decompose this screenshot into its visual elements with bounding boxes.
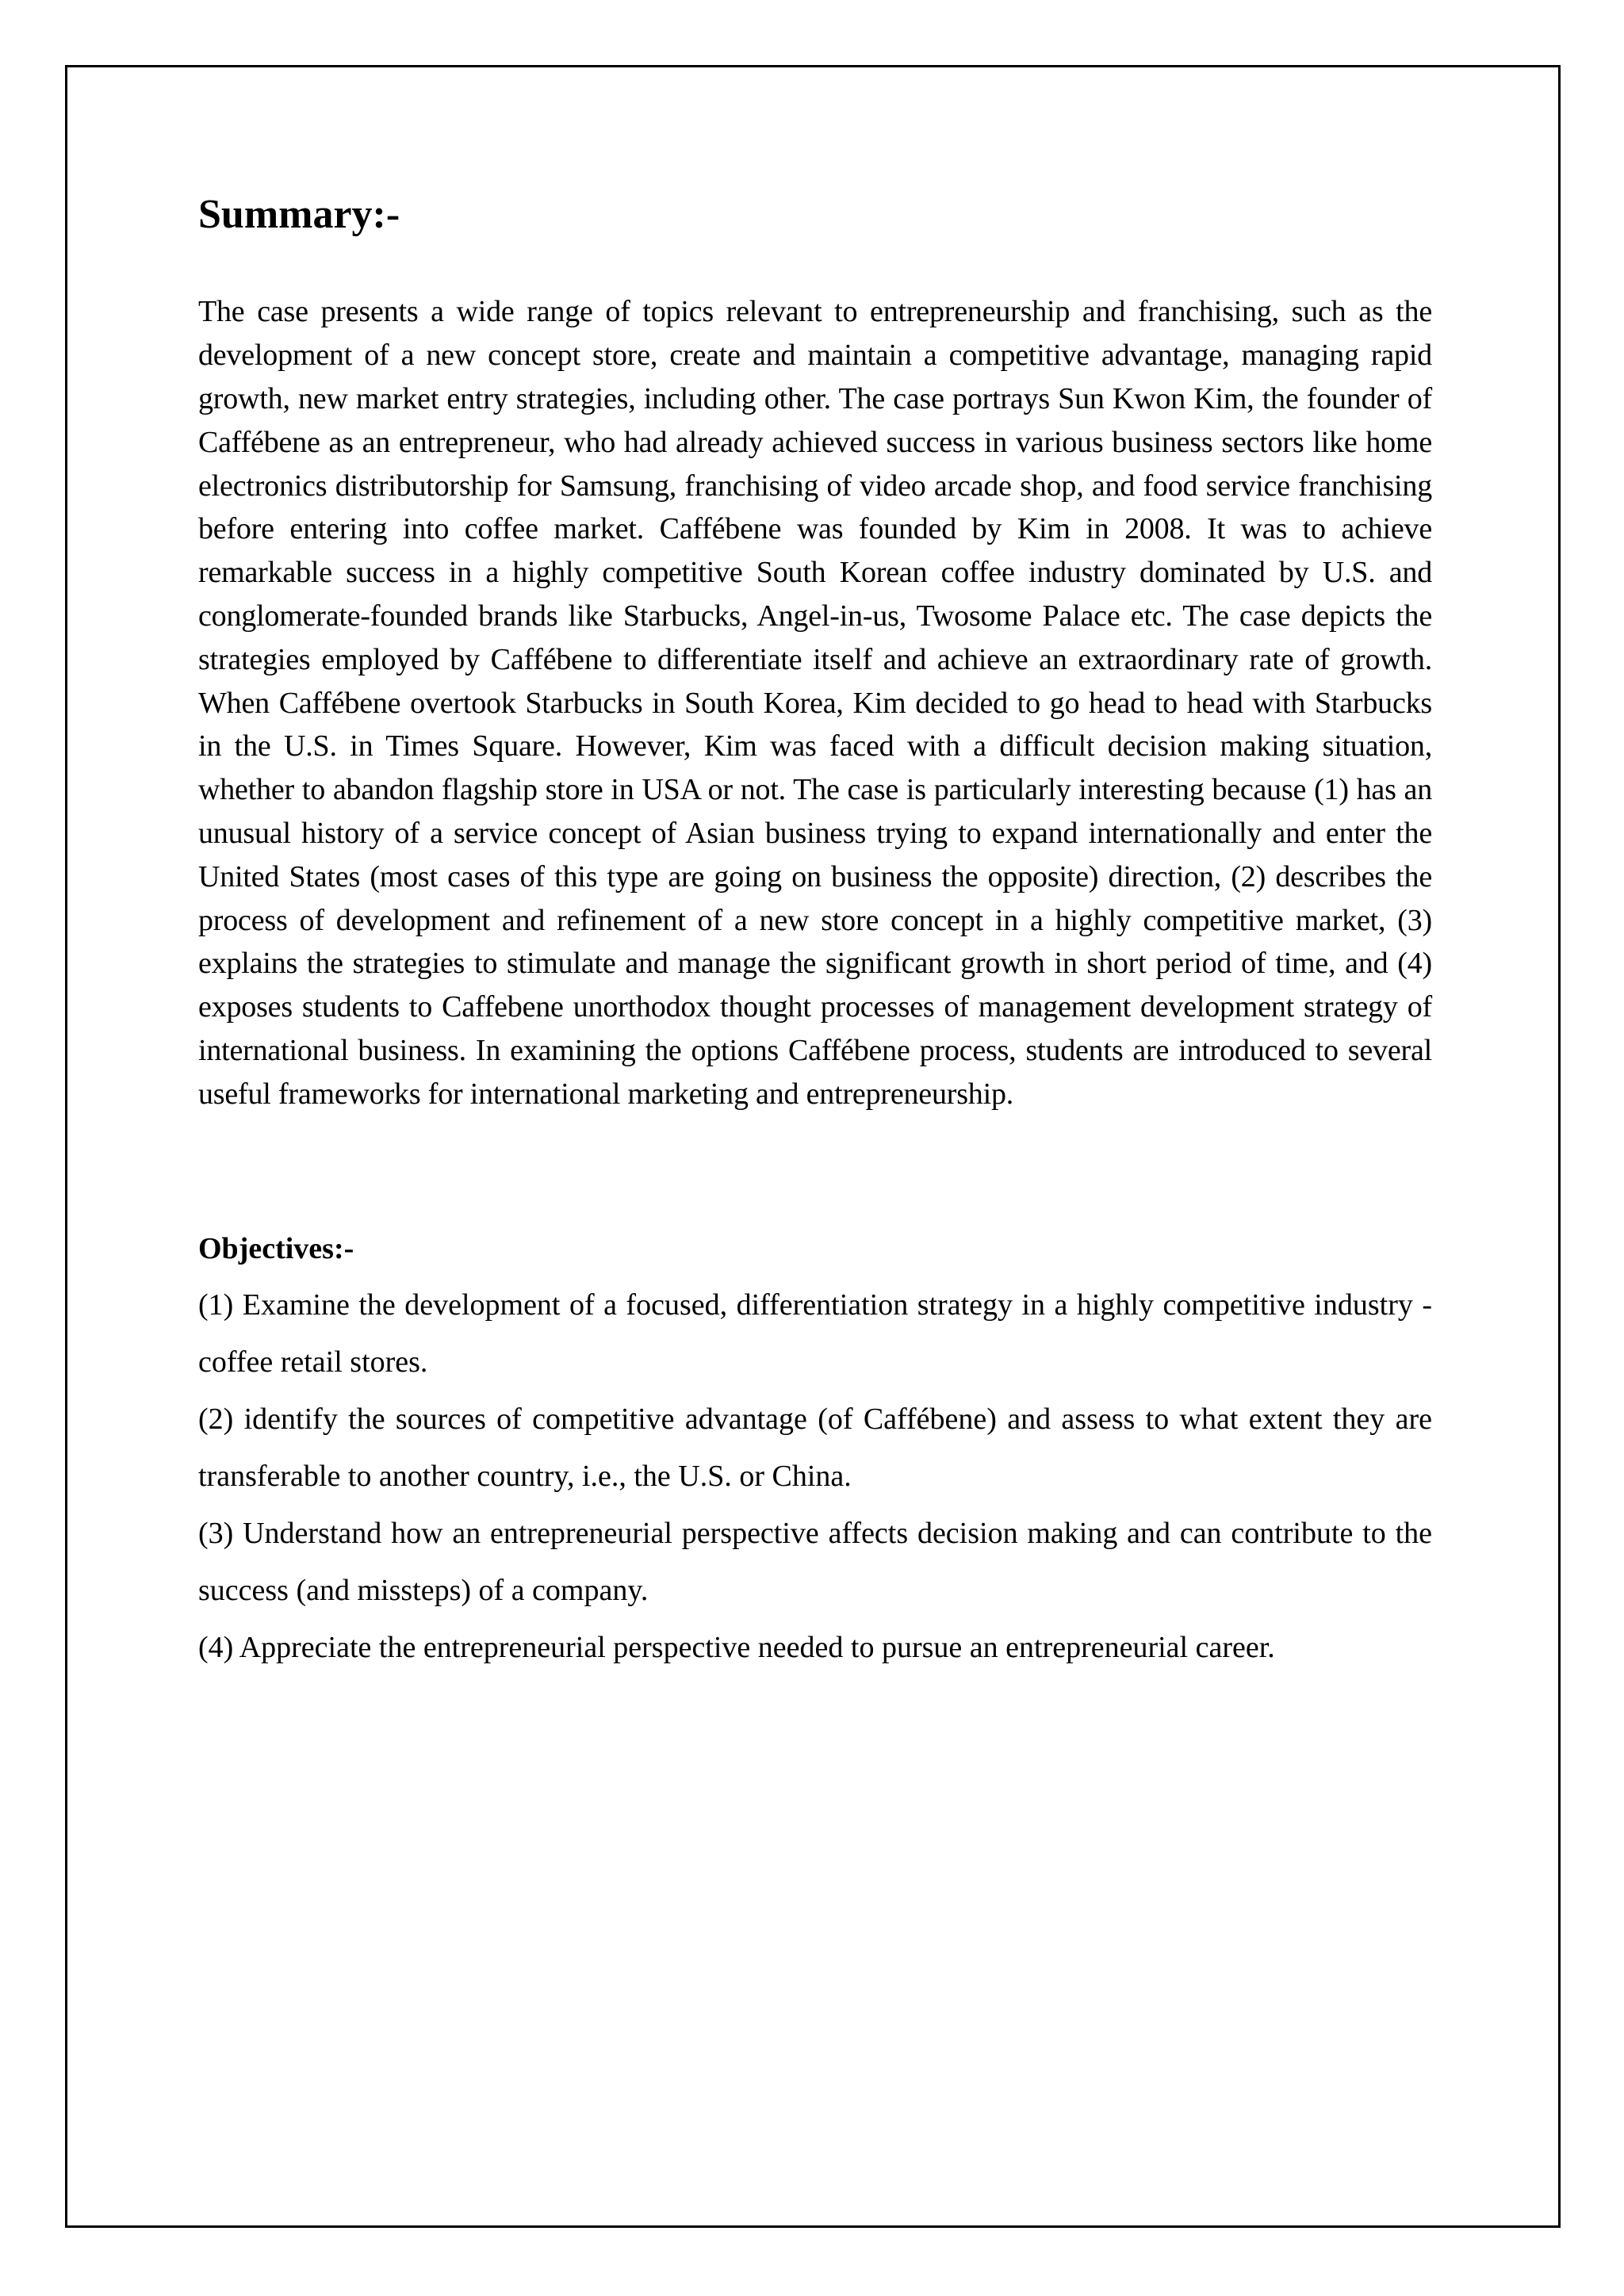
objectives-list	[198, 1276, 1432, 1676]
objectives-heading: Objectives:-	[198, 1231, 354, 1265]
objective-item-3: (3) Understand how an entrepreneurial perspective affects decision making and can contribute to the success (and missteps) of a company.	[198, 1516, 1432, 1607]
objective-item-4: (4) Appreciate the entrepreneurial perspective needed to pursue an entrepreneurial career.	[198, 1630, 1275, 1664]
summary-paragraph: The case presents a wide range of topics relevant to entrepreneurship and franchising, such as the development of a new concept store, create and maintain a competitive advantage, managing rapid growth, new market entry strategies, including other. The case portrays Sun Kwon Kim, the founder of Caffébene as an entrepreneur, who had already achieved success in various business sectors like home electronics distributorship for Samsung, franchising of video arcade shop, and food service franchising before entering into coffee market. Caffébene was founded by Kim in 2008. It was to achieve remarkable success in a highly competitive South Korean coffee industry dominated by U.S. and conglomerate-founded brands like Starbucks, Angel-in-us, Twosome Palace etc. The case depicts the strategies employed by Caffébene to differentiate itself and achieve an extraordinary rate of growth. When Caffébene overtook Starbucks in South Korea, Kim decided to go head to head with Starbucks in the U.S. in Times Square. However, Kim was faced with a difficult decision making situation, whether to abandon flagship store in USA or not. The case is particularly interesting because (1) has an unusual history of a service concept of Asian business trying to expand internationally and enter the United States (most cases of this type are going on business the opposite) direction, (2) describes the process of development and refinement of a new store concept in a highly competitive market, (3) explains the strategies to stimulate and manage the significant growth in short period of time, and (4) exposes students to Caffebene unorthodox thought processes of management development strategy of international business. In examining the options Caffébene process, students are introduced to several useful frameworks for international marketing and entrepreneurship.	[198, 295, 1432, 1111]
document-content	[198, 190, 1432, 1676]
objective-item-1: (1) Examine the development of a focused, differentiation strategy in a highly competitive industry - coffee retail stores.	[198, 1288, 1432, 1379]
objective-item-2: (2) identify the sources of competitive advantage (of Caffébene) and assess to what extent they are transferable to another country, i.e., the U.S. or China.	[198, 1402, 1432, 1493]
summary-heading: Summary:-	[198, 192, 400, 237]
